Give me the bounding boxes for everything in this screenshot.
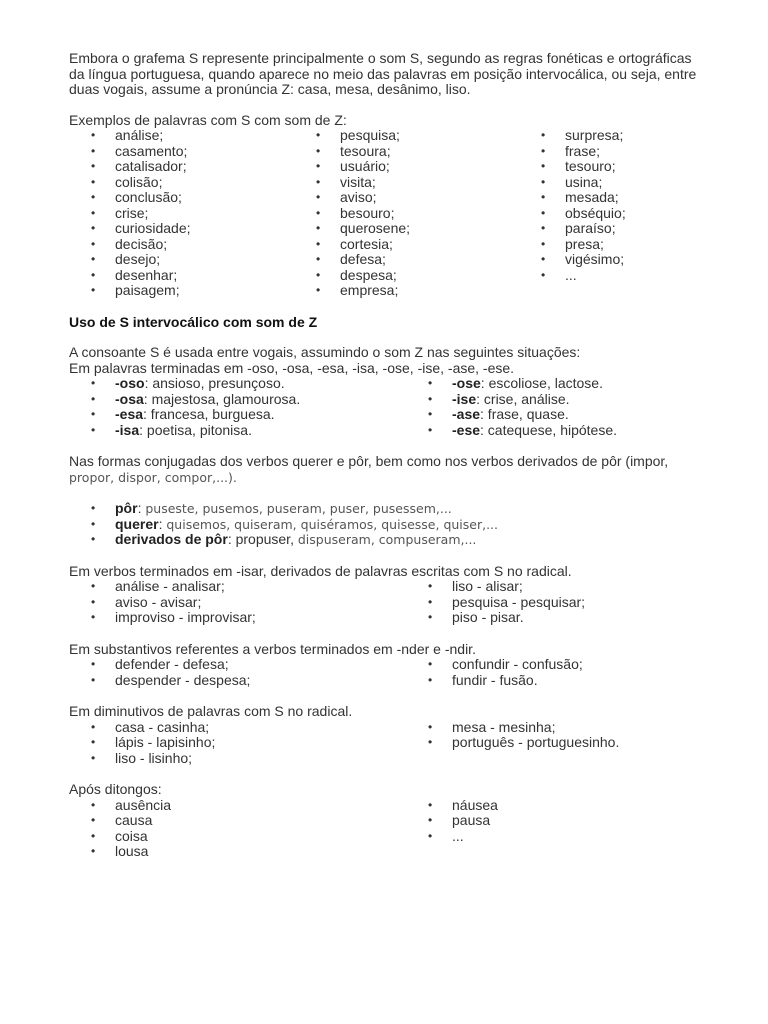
suffix-list [69, 376, 709, 438]
suffix-label: -esa [115, 406, 144, 422]
nouns-col-1 [69, 657, 406, 688]
list-item: • vigésimo; [519, 252, 709, 268]
list-item [69, 423, 406, 439]
verbs-col [69, 501, 709, 548]
list-item: • despesa; [294, 268, 519, 284]
diminutives-list [69, 720, 709, 767]
list-item [406, 376, 706, 392]
list-item: • aviso - avisar; [69, 595, 406, 611]
list-item: • surpresa; [519, 128, 709, 144]
diphthongs-col-2 [406, 798, 706, 860]
list-item: • paisagem; [69, 283, 294, 299]
list-item [69, 532, 709, 548]
nouns-col-2 [406, 657, 706, 688]
isar-list [69, 579, 709, 626]
verbs-intro-cont [69, 470, 709, 486]
list-item: • pausa [406, 813, 706, 829]
list-item: • colisão; [69, 175, 294, 191]
isar-title: Em verbos terminados em -isar, derivados de palavras escritas com S no radical. [69, 562, 572, 579]
diminutives-title: Em diminutivos de palavras com S no radical. [69, 703, 353, 719]
suffix-examples: : escoliose, lactose. [480, 375, 603, 391]
list-item: • lápis - lapisinho; [69, 735, 406, 751]
list-item: • desejo; [69, 252, 294, 268]
list-item: • empresa; [294, 283, 519, 299]
list-item: • liso - alisar; [406, 579, 706, 595]
list-item: • casa - casinha; [69, 720, 406, 736]
list-item: • catalisador; [69, 159, 294, 175]
list-item: • curiosidade; [69, 221, 294, 237]
list-item: • coisa [69, 829, 406, 845]
list-item: • piso - pisar. [406, 610, 706, 626]
list-item: • causa [69, 813, 406, 829]
list-item: • náusea [406, 798, 706, 814]
diphthongs-list [69, 798, 709, 860]
isar-col-1 [69, 579, 406, 626]
list-item: • análise - analisar; [69, 579, 406, 595]
list-item: • lousa [69, 844, 406, 860]
list-item: • cortesia; [294, 237, 519, 253]
list-item [406, 392, 706, 408]
list-item: • improviso - improvisar; [69, 610, 406, 626]
verbs-intro-line-2: propor, dispor, compor,...). [69, 469, 237, 485]
list-item [69, 376, 406, 392]
list-item [69, 407, 406, 423]
list-item: • pesquisa - pesquisar; [406, 595, 706, 611]
list-item: • ... [406, 829, 706, 845]
diminutives-col-1 [69, 720, 406, 767]
verb-term: pôr [115, 500, 138, 516]
verb-forms: dispuseram, compuseram,... [297, 532, 477, 547]
list-item [69, 501, 709, 517]
list-item: • aviso; [294, 190, 519, 206]
list-item: • crise; [69, 206, 294, 222]
section-heading: Uso de S intervocálico com som de Z [69, 313, 318, 330]
examples-title: Exemplos de palavras com S com som de Z: [69, 111, 347, 128]
verbs-intro [69, 454, 709, 470]
suffix-label: -oso [115, 375, 145, 391]
list-item: • mesa - mesinha; [406, 720, 706, 736]
list-item: • português - portuguesinho. [406, 735, 706, 751]
verb-forms: quisemos, quiseram, quiséramos, quisesse, quiser,... [166, 516, 499, 532]
verb-term: derivados de pôr [115, 531, 228, 547]
list-item: • defesa; [294, 252, 519, 268]
list-item: • frase; [519, 144, 709, 160]
list-item: • tesouro; [519, 159, 709, 175]
suffix-label: -ese [452, 421, 481, 438]
list-item: • desenhar; [69, 268, 294, 284]
suffix-examples: : majestosa, glamourosa. [143, 390, 301, 407]
isar-col-2 [406, 579, 706, 626]
diphthongs-title: Após ditongos: [69, 781, 162, 797]
list-item: • presa; [519, 237, 709, 253]
list-item: • ... [519, 268, 709, 284]
verbs-list [69, 501, 709, 548]
verb-sep: : [137, 500, 146, 516]
diminutives-col-2 [406, 720, 706, 767]
list-item: • visita; [294, 175, 519, 191]
suffix-examples: : frase, quase. [480, 406, 569, 422]
verb-forms: puseste, pusemos, puseram, puser, pusessem,... [145, 501, 452, 516]
list-item: • defender - defesa; [69, 657, 406, 673]
list-item [69, 517, 709, 533]
list-item: • decisão; [69, 237, 294, 253]
list-item: • análise; [69, 128, 294, 144]
list-item: • querosene; [294, 221, 519, 237]
list-item [406, 407, 706, 423]
examples-list [69, 128, 709, 299]
list-item: • besouro; [294, 206, 519, 222]
suffix-examples: : poetisa, pitonisa. [139, 421, 252, 438]
suffix-examples: : catequese, hipótese. [480, 421, 618, 438]
list-item: • liso - lisinho; [69, 751, 406, 767]
examples-col-2 [294, 128, 519, 299]
list-item: • fundir - fusão. [406, 673, 706, 689]
suffix-examples: : crise, análise. [476, 390, 570, 407]
suffix-label: -ose [452, 375, 481, 391]
verb-sep: : propuser, [227, 531, 298, 547]
list-item: • despender - despesa; [69, 673, 406, 689]
verb-sep: : [158, 515, 167, 532]
list-item: • conclusão; [69, 190, 294, 206]
list-item [69, 392, 406, 408]
nouns-list [69, 657, 709, 688]
list-item: • pesquisa; [294, 128, 519, 144]
examples-col-3 [519, 128, 709, 299]
verbs-intro-line-1: Nas formas conjugadas dos verbos querer e pôr, bem como nos verbos derivados de pôr (impor, [69, 453, 669, 469]
list-item: • ausência [69, 798, 406, 814]
suffix-examples: : francesa, burguesa. [143, 406, 275, 422]
suffix-label: -osa [115, 390, 144, 407]
vowels-endings: Em palavras terminadas em -oso, -osa, -esa, -isa, -ose, -ise, -ase, -ese. [69, 359, 515, 376]
examples-col-1 [69, 128, 294, 299]
suffix-label: -ase [452, 406, 481, 422]
list-item: • obséquio; [519, 206, 709, 222]
intro-paragraph: Embora o grafema S represente principalmente o som S, segundo as regras fonéticas e ortográficas da língua portuguesa, quando aparece no meio das palavras em posição intervocálica, ou seja, entre duas vogais, assume a pronúncia Z: casa, mesa, desânimo, liso. [69, 50, 697, 97]
suffix-examples: : ansioso, presunçoso. [144, 375, 285, 391]
suffix-col-1 [69, 376, 406, 438]
suffix-label: -ise [452, 390, 477, 407]
suffix-col-2 [406, 376, 706, 438]
list-item [406, 423, 706, 439]
list-item: • mesada; [519, 190, 709, 206]
list-item: • paraíso; [519, 221, 709, 237]
diphthongs-col-1 [69, 798, 406, 860]
verb-term: querer [115, 515, 159, 532]
list-item: • casamento; [69, 144, 294, 160]
list-item: • usina; [519, 175, 709, 191]
list-item: • confundir - confusão; [406, 657, 706, 673]
list-item: • usuário; [294, 159, 519, 175]
list-item: • tesoura; [294, 144, 519, 160]
nouns-title: Em substantivos referentes a verbos terminados em -nder e -ndir. [69, 640, 476, 657]
suffix-label: -isa [115, 421, 140, 438]
document-page [69, 51, 709, 860]
vowels-intro: A consoante S é usada entre vogais, assumindo o som Z nas seguintes situações: [69, 344, 581, 360]
